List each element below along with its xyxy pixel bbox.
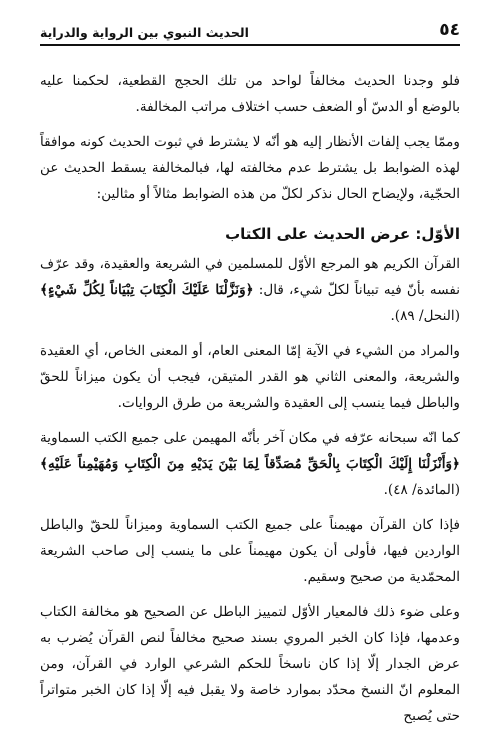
page-content (40, 68, 460, 729)
paragraph-3 (40, 251, 460, 329)
paragraph-5 (40, 425, 460, 503)
quran-verse-1: ﴿وَنَزَّلْنَا عَلَيْكَ الْكِتَابَ تِبْيَاناً لِكُلِّ شَيْءٍ﴾ (40, 282, 254, 298)
paragraph-7: وعلى ضوء ذلك فالمعيار الأوّل لتمييز الباطل عن الصحيح هو مخالفة الكتاب وعدمها، فإذا كان الخبر المروي بسند صحيح مخالفاً لنص القرآن يُضرب به عرض الجدار إلّا إذا كان ناسخاً للحكم الشرعي الوارد في القرآن، ومن المعلوم انّ النسخ محدّد بموارد خاصة ولا يقبل فيه إلّا إذا كان الخبر متواتراً حتى يُصبح (40, 604, 460, 724)
paragraph-1: فلو وجدنا الحديث مخالفاً لواحد من تلك الحجج القطعية، لحكمنا عليه بالوضع أو الدسّ أو الضعف حسب اختلاف مراتب المخالفة. (40, 73, 460, 115)
running-title: الحديث النبوي بين الرواية والدراية (40, 25, 249, 40)
paragraph-5-text: كما انّه سبحانه عرّفه في مكان آخر بأنّه المهيمن على جميع الكتب السماوية (40, 430, 460, 446)
running-header (40, 14, 460, 40)
section-heading: الأوّل: عرض الحديث على الكتاب (225, 225, 460, 243)
verse-reference-1: (النحل/ ٨٩). (390, 308, 460, 324)
quran-verse-2: ﴿وَأَنْزَلْنَا إِلَيْكَ الْكِتَابَ بِالْحَقِّ مُصَدِّقاً لِمَا بَيْنَ يَدَيْهِ مِنَ الْكِتَابِ وَمُهَيْمِناً عَلَيْهِ﴾ (40, 456, 460, 472)
verse-reference-2: (المائدة/ ٤٨). (383, 482, 460, 498)
paragraph-2: وممّا يجب إلفات الأنظار إليه هو أنّه لا يشترط في ثبوت الحديث كونه موافقاً لهذه الضوابط بل يشترط عدم مخالفته لها، فبالمخالفة يسقط الحديث عن الحجّية، ولإيضاح الحال نذكر لكلّ من هذه الضوابط مثالاً أو مثالين: (40, 134, 460, 202)
paragraph-6: فإذا كان القرآن مهيمناً على جميع الكتب السماوية وميزاناً للحقّ والباطل الواردين فيها، فأولى أن يكون مهيمناً على ما ينسب إلى صاحب الشريعة المحمّدية من صحيح وسقيم. (40, 517, 460, 585)
header-rule (40, 44, 460, 46)
page-number: ٥٤ (439, 20, 460, 40)
paragraph-4: والمراد من الشيء في الآية إمّا المعنى العام، أو المعنى الخاص، أي العقيدة والشريعة، والمعنى الثاني هو القدر المتيقن، فيجب أن يكون ميزاناً للحقّ والباطل فيما ينسب إلى العقيدة والشريعة من طرق الروايات. (40, 343, 460, 411)
paragraph-3-text: القرآن الكريم هو المرجع الأوّل للمسلمين في الشريعة والعقيدة، وقد عرّف نفسه بأنّ فيه تبياناً لكلّ شيء، قال: (40, 256, 460, 298)
